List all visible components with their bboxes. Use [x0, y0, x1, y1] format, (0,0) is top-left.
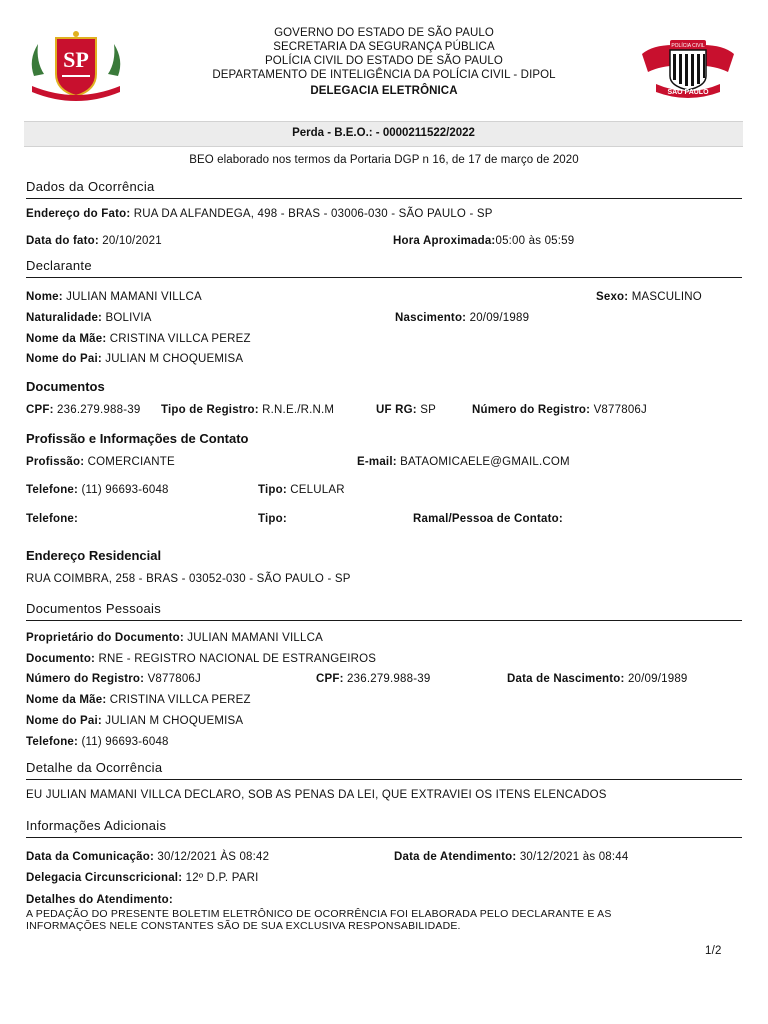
detalhes-atendimento-line-1: A PEDAÇÃO DO PRESENTE BOLETIM ELETRÔNICO DE OCORRÊNCIA FOI ELABORADA PELO DECLARANTE E AS: [26, 908, 612, 920]
field-ramal-contato: Ramal/Pessoa de Contato:: [413, 513, 563, 525]
field-data-atendimento: Data de Atendimento: 30/12/2021 às 08:44: [394, 851, 629, 863]
field-nome-pai-pessoal: Nome do Pai: JULIAN M CHOQUEMISA: [26, 715, 244, 727]
field-hora-aproximada: Hora Aproximada:05:00 às 05:59: [393, 235, 575, 247]
seal-banner-top-text: POLÍCIA CIVIL: [671, 43, 705, 49]
field-data-comunicacao: Data da Comunicação: 30/12/2021 ÀS 08:42: [26, 851, 270, 863]
field-data-nascimento: Data de Nascimento: 20/09/1989: [507, 673, 688, 685]
field-uf-rg: UF RG: SP: [376, 404, 436, 416]
field-cpf-pessoal: CPF: 236.279.988-39: [316, 673, 431, 685]
page-number: 1/2: [705, 945, 722, 957]
field-endereco-fato: Endereço do Fato: RUA DA ALFANDEGA, 498 - BRAS - 03006-030 - SÃO PAULO - SP: [26, 208, 493, 220]
field-numero-registro: Número do Registro: V877806J: [472, 404, 647, 416]
policia-civil-sp-badge-logo: [636, 32, 740, 100]
svg-text:SP: SP: [63, 47, 89, 72]
beo-number-title: Perda - B.E.O.: - 0000211522/2022: [292, 127, 475, 139]
header-government-line: GOVERNO DO ESTADO DE SÃO PAULO: [274, 27, 494, 39]
field-documento: Documento: RNE - REGISTRO NACIONAL DE ESTRANGEIROS: [26, 653, 377, 665]
section-heading-informacoes-adicionais: Informações Adicionais: [26, 818, 742, 838]
field-telefone-1: Telefone: (11) 96693-6048: [26, 484, 169, 496]
field-tipo-registro: Tipo de Registro: R.N.E./R.N.M: [161, 404, 335, 416]
section-heading-documentos-pessoais: Documentos Pessoais: [26, 601, 742, 621]
field-nome-declarante: Nome: JULIAN MAMANI VILLCA: [26, 291, 202, 303]
section-heading-detalhe: Detalhe da Ocorrência: [26, 760, 742, 780]
header-secretariat-line: SECRETARIA DA SEGURANÇA PÚBLICA: [273, 41, 495, 53]
section-heading-ocorrencia: Dados da Ocorrência: [26, 179, 742, 199]
field-data-fato: Data do fato: 20/10/2021: [26, 235, 162, 247]
field-cpf: CPF: 236.279.988-39: [26, 404, 141, 416]
seal-banner-bottom-text: SÃO PAULO: [667, 89, 709, 96]
subheading-endereco-residencial: Endereço Residencial: [26, 548, 162, 563]
portaria-subtitle: BEO elaborado nos termos da Portaria DGP n 16, de 17 de março de 2020: [189, 154, 579, 166]
header-delegacia-line: DELEGACIA ELETRÔNICA: [310, 85, 458, 97]
field-proprietario-documento: Proprietário do Documento: JULIAN MAMANI VILLCA: [26, 632, 323, 644]
detalhe-ocorrencia-text: EU JULIAN MAMANI VILLCA DECLARO, SOB AS PENAS DA LEI, QUE EXTRAVIEI OS ITENS ELENCADOS: [26, 789, 607, 801]
field-email: E-mail: BATAOMICAELE@GMAIL.COM: [357, 456, 570, 468]
field-nome-mae: Nome da Mãe: CRISTINA VILLCA PEREZ: [26, 333, 251, 345]
field-sexo: Sexo: MASCULINO: [596, 291, 702, 303]
field-numero-registro-pessoal: Número do Registro: V877806J: [26, 673, 201, 685]
field-profissao: Profissão: COMERCIANTE: [26, 456, 175, 468]
subheading-contato: Profissão e Informações de Contato: [26, 431, 249, 446]
field-nome-mae-pessoal: Nome da Mãe: CRISTINA VILLCA PEREZ: [26, 694, 251, 706]
header-police-line: POLÍCIA CIVIL DO ESTADO DE SÃO PAULO: [265, 55, 503, 67]
header-department-line: DEPARTAMENTO DE INTELIGÊNCIA DA POLÍCIA CIVIL - DIPOL: [212, 69, 556, 81]
field-naturalidade: Naturalidade: BOLIVIA: [26, 312, 152, 324]
beo-title-band: [24, 121, 743, 147]
field-telefone-2: Telefone:: [26, 513, 79, 525]
field-delegacia-circunscricional: Delegacia Circunscricional: 12º D.P. PARI: [26, 872, 259, 884]
field-detalhes-atendimento-label: Detalhes do Atendimento:: [26, 894, 173, 906]
field-nome-pai: Nome do Pai: JULIAN M CHOQUEMISA: [26, 353, 244, 365]
field-telefone-pessoal: Telefone: (11) 96693-6048: [26, 736, 169, 748]
field-tipo-telefone-2: Tipo:: [258, 513, 287, 525]
subheading-documentos: Documentos: [26, 379, 105, 394]
endereco-residencial-value: RUA COIMBRA, 258 - BRAS - 03052-030 - SÃO PAULO - SP: [26, 573, 351, 585]
field-nascimento: Nascimento: 20/09/1989: [395, 312, 530, 324]
section-heading-declarante: Declarante: [26, 258, 742, 278]
detalhes-atendimento-line-2: INFORMAÇÕES NELE CONSTANTES SÃO DE SUA EXCLUSIVA RESPONSABILIDADE.: [26, 920, 461, 932]
field-tipo-telefone-1: Tipo: CELULAR: [258, 484, 345, 496]
